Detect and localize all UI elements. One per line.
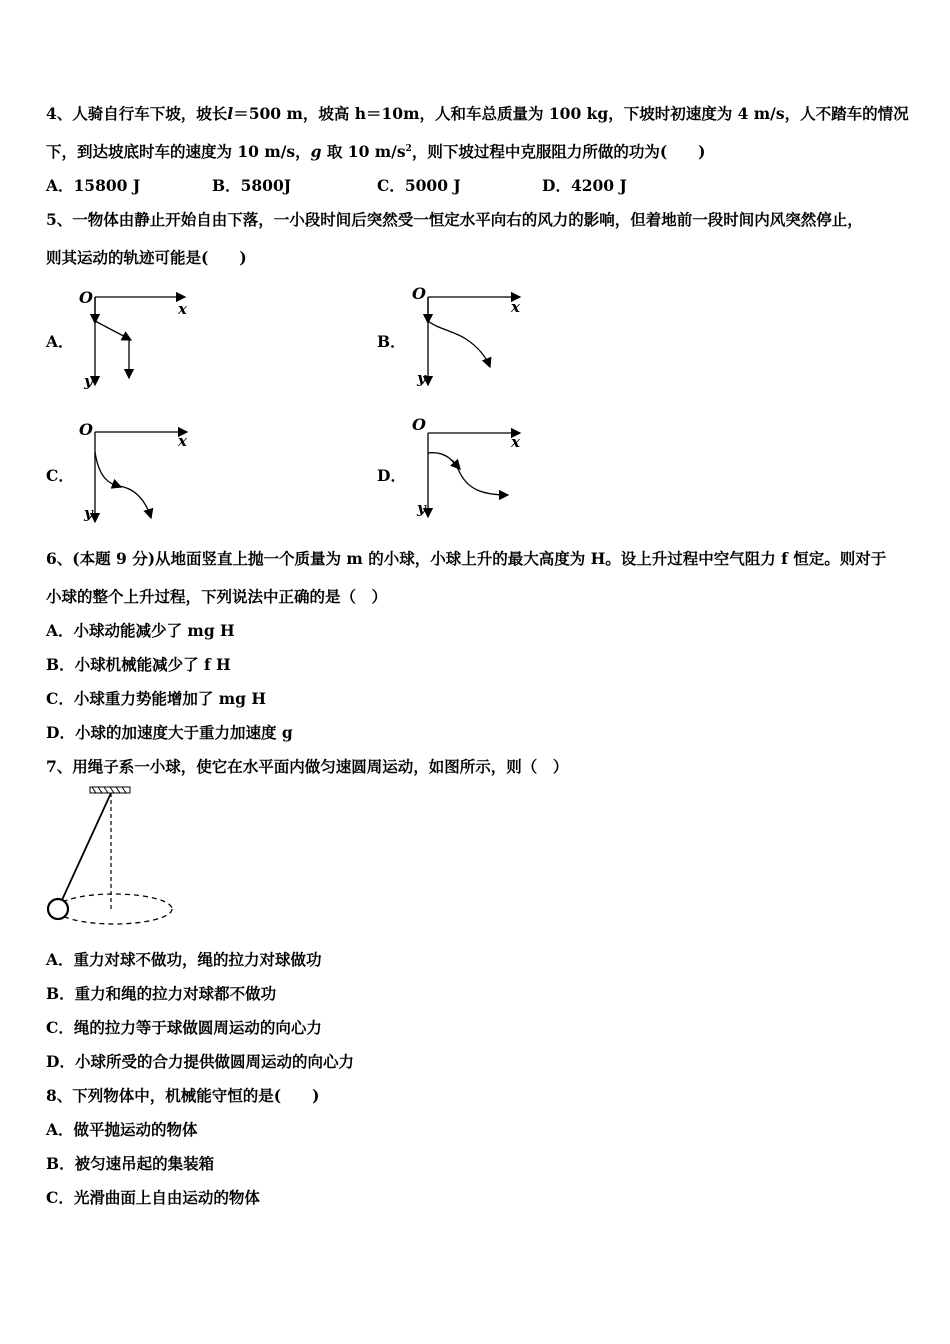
rope: [62, 793, 111, 900]
axis-x-label: x: [178, 432, 187, 450]
q4-line2: 下，到达坡底时车的速度为 10 m/s，g 取 10 $m/s^2$，则下坡过程中克服阻力所做的功为( ): [46, 142, 706, 161]
q7-pendulum-figure: [44, 784, 179, 929]
q6-line2: 小球的整个上升过程，下列说法中正确的是（ ）: [46, 587, 388, 606]
q6-option-d: D．小球的加速度大于重力加速度 g: [46, 723, 293, 742]
circular-path: [56, 894, 172, 924]
q4-option-d: D．4200 J: [542, 176, 627, 195]
axis-origin-label: O: [79, 420, 93, 439]
q6-option-a: A．小球动能减少了 mg H: [46, 621, 235, 640]
axis-y-label: y: [84, 372, 93, 390]
q5-label-c: C．: [46, 466, 74, 485]
axis-y-label: y: [417, 369, 426, 387]
q8-option-c: C．光滑曲面上自由运动的物体: [46, 1188, 260, 1207]
q8-option-a: A．做平抛运动的物体: [46, 1120, 198, 1139]
q6-option-c: C．小球重力势能增加了 mg H: [46, 689, 267, 708]
axis-y-label: y: [417, 499, 426, 517]
q7-option-c: C．绳的拉力等于球做圆周运动的向心力: [46, 1018, 322, 1037]
ball: [48, 899, 68, 919]
axis-x-label: x: [511, 298, 520, 316]
q5-figure-c: [75, 418, 195, 528]
q5-label-d: D．: [377, 466, 406, 485]
axis-y-label: y: [84, 504, 93, 522]
q4-option-c: C．5000 J: [377, 176, 461, 195]
q4-option-a: A．15800 J: [46, 176, 141, 195]
axis-origin-label: O: [79, 288, 93, 307]
q6-line1: 6、(本题 9 分)从地面竖直上抛一个质量为 m 的小球，小球上升的最大高度为 H。设上升过程中空气阻力 f 恒定。则对于: [46, 549, 887, 568]
q5-line2: 则其运动的轨迹可能是( ): [46, 248, 247, 267]
q5-line1: 5、一物体由静止开始自由下落，一小段时间后突然受一恒定水平向右的风力的影响，但着地前一段时间内风突然停止，: [46, 210, 863, 229]
q5-label-a: A．: [46, 332, 74, 351]
q5-figure-b: [408, 283, 528, 393]
q6-option-b: B．小球机械能减少了 f H: [46, 655, 231, 674]
q5-figure-d: [408, 413, 528, 523]
q4-option-b: B．5800J: [212, 176, 292, 195]
axis-origin-label: O: [412, 284, 426, 303]
q5-label-b: B．: [377, 332, 406, 351]
q7-option-b: B．重力和绳的拉力对球都不做功: [46, 984, 277, 1003]
q4-line1: 4、人骑自行车下坡，坡长l＝500 m，坡高 h＝10m，人和车总质量为 100 kg，下坡时初速度为 4 m/s，人不踏车的情况: [46, 104, 909, 123]
q8-line1: 8、下列物体中，机械能守恒的是( ): [46, 1086, 320, 1105]
axis-x-label: x: [511, 433, 520, 451]
q7-option-d: D．小球所受的合力提供做圆周运动的向心力: [46, 1052, 354, 1071]
q7-option-a: A．重力对球不做功，绳的拉力对球做功: [46, 950, 322, 969]
axis-x-label: x: [178, 300, 187, 318]
q7-line1: 7、用绳子系一小球，使它在水平面内做匀速圆周运动，如图所示，则（ ）: [46, 757, 569, 776]
q8-option-b: B．被匀速吊起的集装箱: [46, 1154, 215, 1173]
q5-figure-a: [75, 283, 195, 393]
axis-origin-label: O: [412, 415, 426, 434]
